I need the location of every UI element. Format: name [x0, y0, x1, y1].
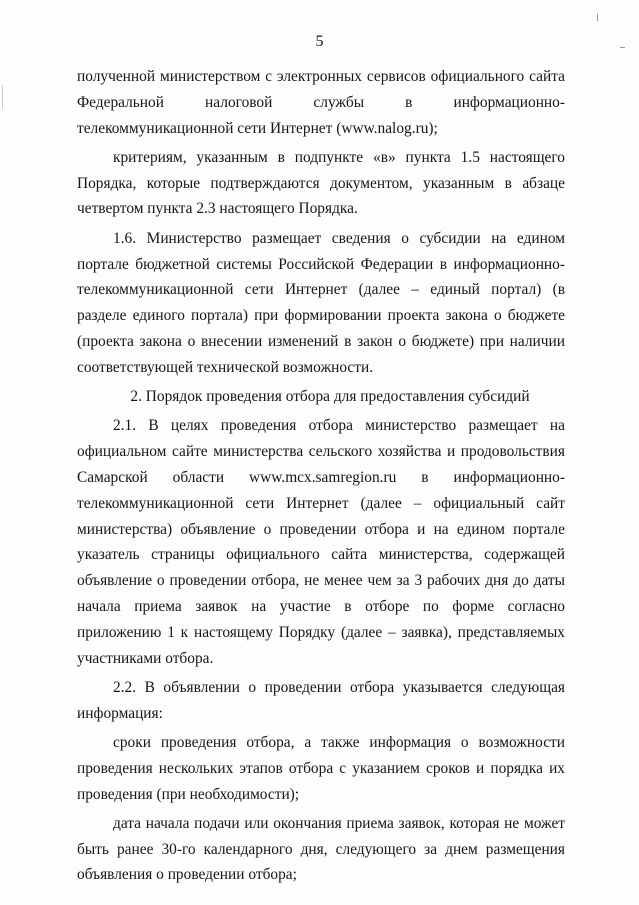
- paragraph-2-2: 2.2. В объявлении о проведении отбора указывается следующая информация:: [77, 678, 565, 722]
- paragraph-nalog-source: полученной министерством с электронных сервисов официального сайта Федеральной налоговой службы в информационно-телекоммуникационной сети Интернет (www.nalog.ru);: [77, 68, 565, 137]
- scan-mark-left: [2, 85, 3, 109]
- section-heading: 2. Порядок проведения отбора для предоставления субсидий: [130, 388, 530, 406]
- paragraph-1-6: 1.6. Министерство размещает сведения о субсидии на едином портале бюджетной системы Российской Федерации в информационно-телекоммуникационной сети Интернет (далее – единый портал) (в разделе единого портала) при формировании проекта закона о бюджете (проекта закона о внесении изменений в закон о бюджете) при наличии соответствующей технической возможности.: [77, 229, 565, 376]
- scan-mark-top-right: [597, 14, 598, 21]
- paragraph-criteria: критериям, указанным в подпункте «в» пункта 1.5 настоящего Порядка, которые подтверждаются документом, указанным в абзаце четвертом пункта 2.3 настоящего Порядка.: [77, 148, 565, 218]
- paragraph-selection-terms: сроки проведения отбора, а также информация о возможности проведения нескольких этапов отбора с указанием сроков и порядка их проведения (при необходимости);: [77, 733, 565, 803]
- page-number: 5: [315, 33, 324, 50]
- document-body: [77, 64, 565, 892]
- paragraph-application-date: дата начала подачи или окончания приема заявок, которая не может быть ранее 30-го календарного дня, следующего за днем размещения объявления о проведении отбора;: [77, 814, 565, 884]
- paragraph-2-1: 2.1. В целях проведения отбора министерство размещает на официальном сайте министерства сельского хозяйства и продовольствия Самарской области www.mcx.samregion.ru в информационно-телекоммуникационной сети Интернет (далее – официальный сайт министерства) объявление о проведении отбора и на едином портале указатель страницы официального сайта министерства, содержащей объявление о проведении отбора, не менее чем за 3 рабочих дня до даты начала приема заявок на участие в отборе по форме согласно приложению 1 к настоящему Порядку (далее – заявка), представляемых участниками отбора.: [77, 417, 565, 667]
